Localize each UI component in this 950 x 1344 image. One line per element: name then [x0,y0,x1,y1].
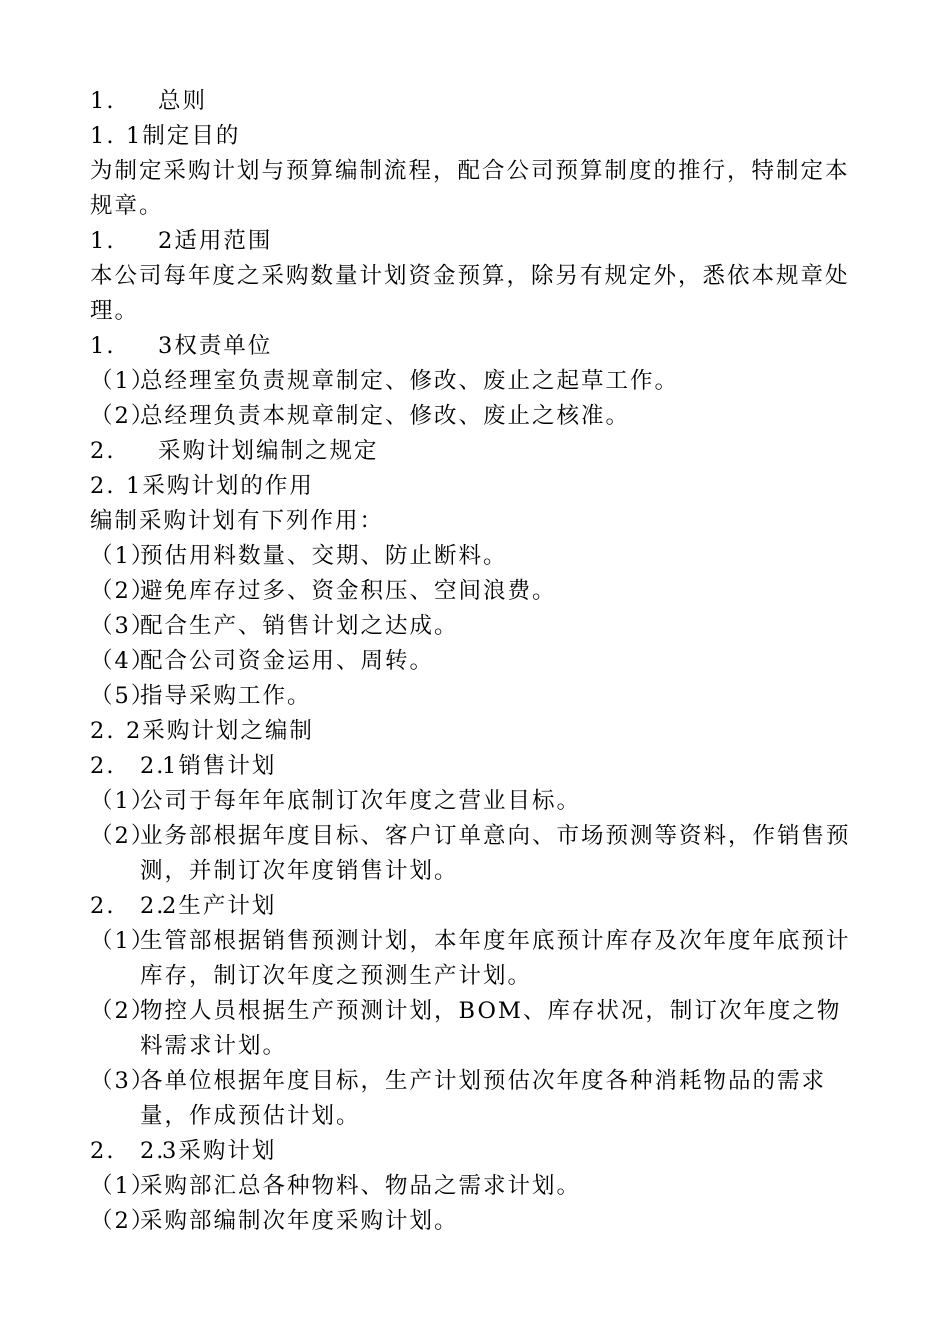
item-text: 避免库存过多、资金积压、空间浪费。 [140,578,557,604]
section-title: 采购计划编制之规定 [158,438,379,464]
subsubsection-heading [90,749,865,784]
item-number: （2） [90,403,156,429]
section-number: 1. [90,228,116,254]
section-title: 1制定目的 [126,123,241,149]
item-number: （2） [90,578,156,604]
item-number: （1） [90,928,156,954]
item-text: 指导采购工作。 [140,683,312,709]
item-number: （2） [90,823,156,849]
item-number: （2） [90,1208,156,1234]
section-heading [90,434,865,469]
section-title: 2采购计划之编制 [126,718,314,744]
item-text: 采购部编制次年度采购计划。 [140,1208,459,1234]
section-title: 1销售计划 [162,753,277,779]
list-item [90,819,865,889]
paragraph: 编制采购计划有下列作用： [90,508,385,534]
subsection-heading [90,714,865,749]
section-number: 2. [90,718,116,744]
section-title: 总则 [158,88,208,114]
list-item [90,1064,865,1134]
item-number: （3） [90,613,156,639]
section-number: 2. 2. [90,893,166,919]
item-number: （1） [90,788,156,814]
subsection-heading [90,119,865,154]
section-heading [90,84,865,119]
list-item [90,644,865,679]
list-item [90,609,865,644]
subsubsection-heading [90,889,865,924]
list-item [90,574,865,609]
list-item [90,399,865,434]
section-title: 2适用范围 [158,228,273,254]
item-text: 预估用料数量、交期、防止断料。 [140,543,508,569]
item-text: 业务部根据年度目标、客户订单意向、市场预测等资料，作销售预测，并制订次年度销售计划。 [140,823,851,884]
list-item [90,364,865,399]
item-number: （5） [90,683,156,709]
item-text: 各单位根据年度目标，生产计划预估次年度各种消耗物品的需求量，作成预估计划。 [140,1068,827,1129]
section-title: 1采购计划的作用 [126,473,314,499]
section-number: 1. [90,333,116,359]
subsubsection-heading [90,1134,865,1169]
item-text: 采购部汇总各种物料、物品之需求计划。 [140,1173,582,1199]
item-text: 总经理负责本规章制定、修改、废止之核准。 [140,403,631,429]
paragraph: 本公司每年度之采购数量计划资金预算，除另有规定外，悉依本规章处理。 [90,263,850,324]
item-text: 公司于每年年底制订次年度之营业目标。 [140,788,582,814]
item-text: 配合公司资金运用、周转。 [140,648,435,674]
document-body [90,84,865,1239]
section-title: 2生产计划 [162,893,277,919]
list-item [90,924,865,994]
list-item [90,784,865,819]
item-number: （4） [90,648,156,674]
section-title: 3权责单位 [158,333,273,359]
item-number: （1） [90,543,156,569]
list-item [90,1204,865,1239]
list-item [90,1169,865,1204]
section-number: 1. [90,123,116,149]
section-number: 2. 2. [90,753,166,779]
list-item [90,994,865,1064]
item-number: （1） [90,368,156,394]
item-number: （1） [90,1173,156,1199]
section-title: 3采购计划 [162,1138,277,1164]
item-text: 生管部根据销售预测计划，本年度年底预计库存及次年度年底预计库存，制订次年度之预测生产计划。 [140,928,851,989]
subsection-heading [90,329,865,364]
item-text: 配合生产、销售计划之达成。 [140,613,459,639]
section-number: 2. [90,438,116,464]
paragraph: 为制定采购计划与预算编制流程，配合公司预算制度的推行，特制定本规章。 [90,158,850,219]
item-text: 总经理室负责规章制定、修改、废止之起草工作。 [140,368,680,394]
section-number: 2. 2. [90,1138,166,1164]
list-item [90,679,865,714]
list-item [90,539,865,574]
item-number: （3） [90,1068,156,1094]
item-number: （2） [90,998,156,1024]
section-number: 2. [90,473,116,499]
subsection-heading [90,469,865,504]
item-text: 物控人员根据生产预测计划，BOM、库存状况，制订次年度之物料需求计划。 [140,998,842,1059]
section-number: 1. [90,88,116,114]
subsection-heading [90,224,865,259]
